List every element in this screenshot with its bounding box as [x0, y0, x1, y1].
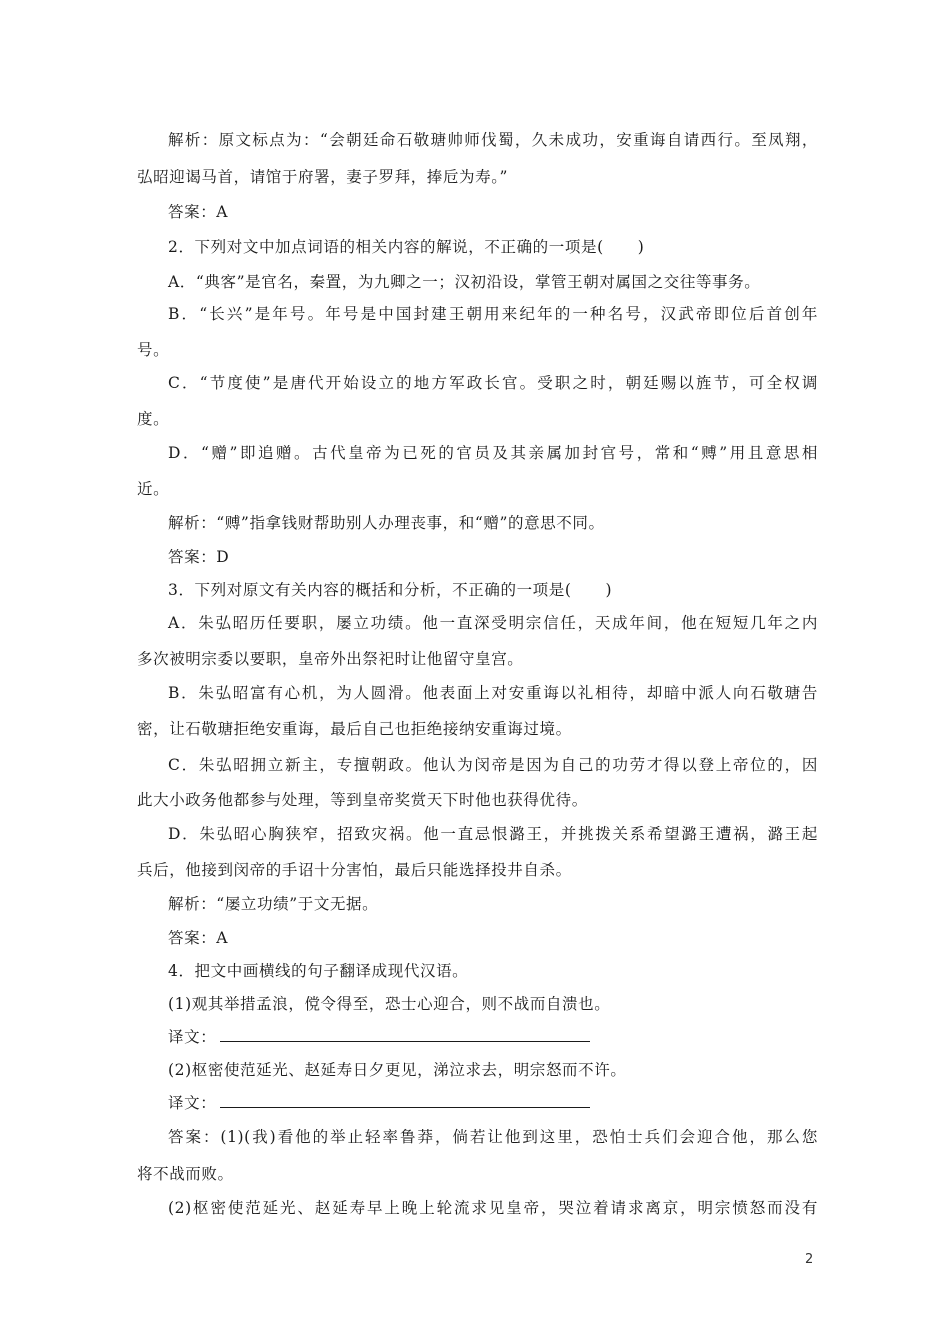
analysis-q2: 解析：“赙”指拿钱财帮助别人办理丧事，和“赠”的意思不同。	[168, 514, 605, 532]
question-3-paren: )	[605, 581, 613, 599]
q4-translation-2	[168, 1091, 818, 1113]
q2-option-d-line1: D．“赠”即追赠。古代皇帝为已死的官员及其亲属加封官号，常和“赙”用且意思相	[168, 444, 818, 462]
answer-q3: 答案：A	[168, 929, 229, 947]
analysis-q1-line1: 解析：原文标点为：“会朝廷命石敬瑭帅师伐蜀，久未成功，安重诲自请西行。至凤翔，	[168, 131, 818, 149]
q4-sentence-2: (2)枢密使范延光、赵延寿日夕更见，涕泣求去，明宗怒而不许。	[168, 1061, 627, 1079]
question-4: 4．把文中画横线的句子翻译成现代汉语。	[168, 962, 469, 980]
q2-option-b-line1: B．“长兴”是年号。年号是中国封建王朝用来纪年的一种名号，汉武帝即位后首创年	[168, 305, 818, 323]
q3-option-c-line1: C．朱弘昭拥立新主，专擅朝政。他认为闵帝是因为自己的功劳才得以登上帝位的，因	[168, 756, 818, 774]
q4-sentence-1: (1)观其举措孟浪，傥令得至，恐士心迎合，则不战而自溃也。	[168, 995, 611, 1013]
analysis-q3: 解析：“屡立功绩”于文无据。	[168, 895, 379, 913]
question-2-text: 2．下列对文中加点词语的相关内容的解说，不正确的一项是(	[168, 238, 604, 256]
q3-option-a-line1: A．朱弘昭历任要职，屡立功绩。他一直深受明宗信任，天成年间，他在短短几年之内	[168, 614, 818, 632]
answer-q1: 答案：A	[168, 203, 229, 221]
q3-option-b-line2: 密，让石敬瑭拒绝安重诲，最后自己也拒绝接纳安重诲过境。	[137, 720, 572, 738]
analysis-q1-line2: 弘昭迎谒马首，请馆于府署，妻子罗拜，捧卮为寿。”	[137, 168, 509, 186]
q3-option-c-line2: 此大小政务他都参与处理，等到皇帝奖赏天下时他也获得优待。	[137, 791, 588, 809]
q3-option-d-line1: D．朱弘昭心胸狭窄，招致灾祸。他一直忌恨潞王，并挑拨关系希望潞王遭祸，潞王起	[168, 825, 818, 843]
q2-option-c-line2: 度。	[137, 410, 170, 428]
answer-q4-line2: 将不战而败。	[137, 1165, 234, 1183]
translation-1-blank	[220, 1027, 590, 1042]
q2-option-c-line1: C．“节度使”是唐代开始设立的地方军政长官。受职之时，朝廷赐以旌节，可全权调	[168, 374, 818, 392]
answer-q4-line1: 答案：(1)(我)看他的举止轻率鲁莽，倘若让他到这里，恐怕士兵们会迎合他，那么您	[168, 1128, 818, 1146]
q3-option-d-line2: 兵后，他接到闵帝的手诏十分害怕，最后只能选择投井自杀。	[137, 861, 572, 879]
answer-q2: 答案：D	[168, 548, 230, 566]
question-2-paren: )	[637, 238, 645, 256]
page-number: 2	[805, 1252, 814, 1267]
translation-2-label: 译文：	[168, 1094, 217, 1112]
translation-1-label: 译文：	[168, 1028, 217, 1046]
q2-option-b-line2: 号。	[137, 341, 170, 359]
q3-option-b-line1: B．朱弘昭富有心机，为人圆滑。他表面上对安重诲以礼相待，却暗中派人向石敬瑭告	[168, 684, 818, 702]
q4-translation-1	[168, 1025, 818, 1047]
question-2	[168, 235, 818, 257]
translation-2-blank	[220, 1093, 590, 1108]
q2-option-d-line2: 近。	[137, 480, 170, 498]
answer-q4-line3: (2)枢密使范延光、赵延寿早上晚上轮流求见皇帝，哭泣着请求离京，明宗愤怒而没有	[168, 1199, 818, 1217]
question-3-text: 3．下列对原文有关内容的概括和分析，不正确的一项是(	[168, 581, 572, 599]
question-3	[168, 578, 818, 600]
q2-option-a: A．“典客”是官名，秦置，为九卿之一；汉初沿设，掌管王朝对属国之交往等事务。	[168, 273, 761, 291]
q3-option-a-line2: 多次被明宗委以要职，皇帝外出祭祀时让他留守皇宫。	[137, 650, 524, 668]
